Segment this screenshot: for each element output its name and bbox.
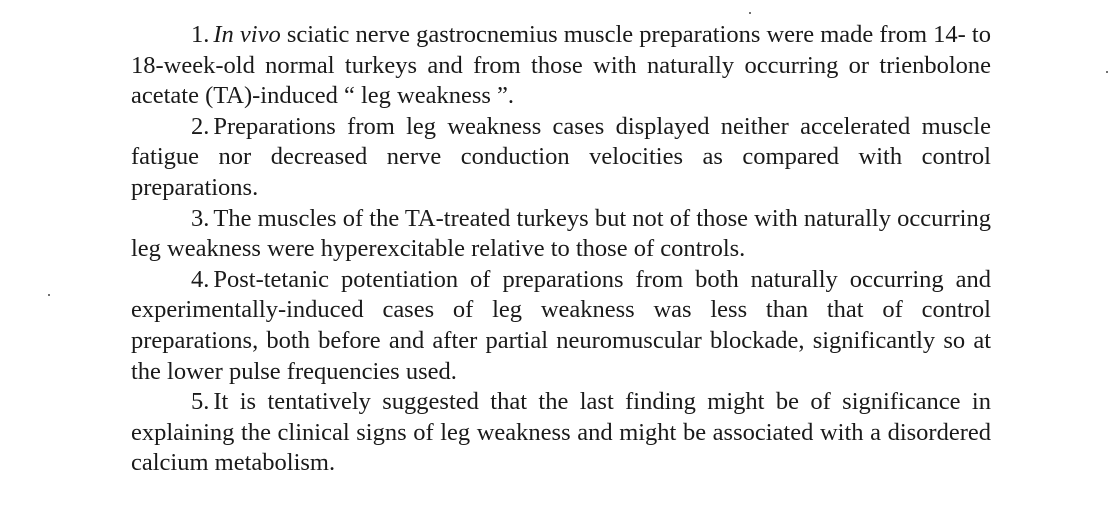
abstract-item-4 — [131, 265, 991, 387]
item-number: 2. — [191, 112, 210, 140]
item-text: Post-tetanic potentiation of preparations from both naturally occurring and experimentally-induced cases of leg weakness was less than that of control preparations, both before and after partial neuromuscular blockade, significantly so at the lower pulse frequencies used. — [131, 265, 991, 385]
item-text: Preparations from leg weakness cases displayed neither accelerated muscle fatigue nor decreased nerve conduction velocities as compared with control preparations. — [131, 112, 991, 201]
abstract-item-2 — [131, 112, 991, 204]
item-text: The muscles of the TA-treated turkeys but not of those with naturally occurring leg weakness were hyperexcitable relative to those of controls. — [131, 204, 991, 263]
item-number: 1. — [191, 21, 210, 48]
scan-speck — [749, 12, 751, 14]
abstract-item-5 — [131, 387, 991, 479]
abstract-item-1 — [131, 20, 991, 112]
item-text: It is tentatively suggested that the last finding might be of significance in explaining the clinical signs of leg weakness and might be associated with a disordered calcium metabolism. — [131, 388, 991, 477]
scan-speck — [1106, 71, 1108, 73]
item-number: 3. — [191, 204, 210, 232]
abstract-text — [131, 20, 991, 479]
item-number: 5. — [191, 388, 210, 416]
item-number: 4. — [191, 265, 210, 293]
scan-speck — [48, 294, 50, 296]
item-text: sciatic nerve gastrocnemius muscle preparations were made from 14- to 18-week-old normal turkeys and from those with naturally occurring or trienbolone acetate (TA)-induced “ leg weakness ”. — [131, 21, 991, 110]
italic-term: In vivo — [213, 21, 281, 48]
abstract-item-3 — [131, 204, 991, 265]
